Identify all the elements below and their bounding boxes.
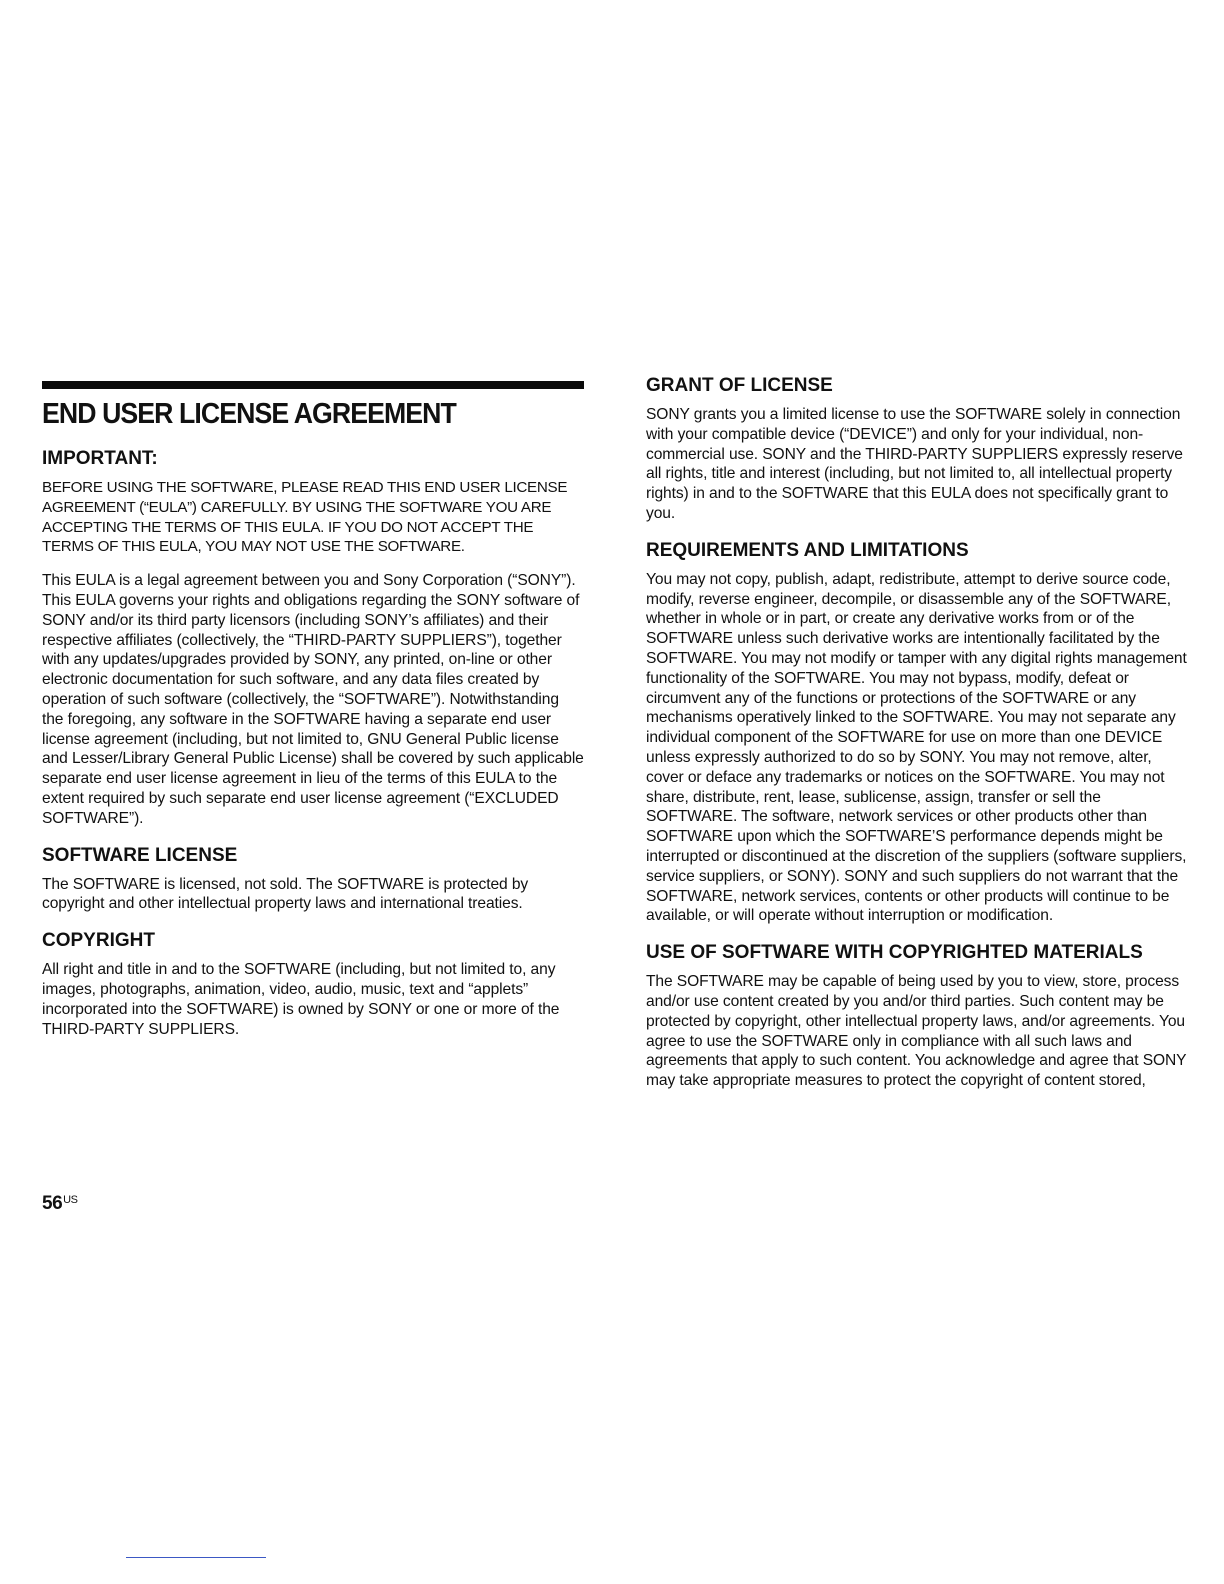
- copyrighted-materials-section: [646, 940, 1190, 1091]
- intro-text: This EULA is a legal agreement between you and Sony Corporation (“SONY”). This EULA governs your rights and obligations regarding the SONY software of SONY and/or its third party licensors (including SONY’s affiliates) and their respective affiliates (collectively, the “THIRD-PARTY SUPPLIERS”), together with any updates/upgrades provided by SONY, any printed, on-line or other electronic documentation for such software, and any data files created by operation of such software (collectively, the “SOFTWARE”). Notwithstanding the foregoing, any software in the SOFTWARE having a separate end user license agreement (including, but not limited to, GNU General Public license and Lesser/Library General Public License) shall be covered by such applicable separate end user license agreement in lieu of the terms of this EULA to the extent required by such separate end user license agreement (“EXCLUDED SOFTWARE”).: [42, 572, 584, 827]
- right-column: [646, 373, 1190, 1105]
- software-license-heading: SOFTWARE LICENSE: [42, 844, 238, 866]
- important-heading: IMPORTANT:: [42, 448, 158, 469]
- requirements-section: [646, 538, 1190, 926]
- grant-text: SONY grants you a limited license to use the SOFTWARE solely in connection with your compatible device (“DEVICE”) and only for your individual, non-commercial use. SONY and the THIRD-PARTY SUPPLIERS expressly reserve all rights, title and interest (including, but not limited to, all intellectual property rights) in and to the SOFTWARE that this EULA does not specifically grant to you.: [646, 406, 1183, 522]
- page-number: [42, 1193, 77, 1215]
- copyright-heading: COPYRIGHT: [42, 930, 155, 952]
- copyrighted-materials-heading: USE OF SOFTWARE WITH COPYRIGHTED MATERIALS: [646, 942, 1143, 964]
- important-text: BEFORE USING THE SOFTWARE, PLEASE READ THIS END USER LICENSE AGREEMENT (“EULA”) CAREFULLY. BY USING THE SOFTWARE YOU ARE ACCEPTING THE TERMS OF THIS EULA. IF YOU DO NOT ACCEPT THE TERMS OF THIS EULA, YOU MAY NOT USE THE SOFTWARE.: [42, 479, 568, 556]
- requirements-text: You may not copy, publish, adapt, redistribute, attempt to derive source code, modify, reverse engineer, decompile, or disassemble any of the SOFTWARE, whether in whole or in part, or create any derivative works from or of the SOFTWARE unless such derivative works are intentionally facilitated by the SOFTWARE. You may not modify or tamper with any digital rights management functionality of the SOFTWARE. You may not bypass, modify, defeat or circumvent any of the functions or protections of the SOFTWARE or any mechanisms operatively linked to the SOFTWARE. You may not separate any individual component of the SOFTWARE for use on more than one DEVICE unless expressly authorized to do so by SONY. You may not remove, alter, cover or deface any trademarks or notices on the SOFTWARE. You may not share, distribute, rent, lease, sublicense, assign, transfer or sell the SOFTWARE. The software, network services or other products other than SOFTWARE upon which the SOFTWARE’S performance depends might be interrupted or discontinued at the discretion of the suppliers (software suppliers, service suppliers, or SONY). SONY and such suppliers do not warrant that the SOFTWARE, network services, contents or other products will continue to be available, or will operate without interruption or modification.: [646, 570, 1187, 925]
- title-rule: [42, 381, 584, 389]
- left-column: [42, 446, 584, 1053]
- page-number-value: 56: [42, 1193, 63, 1214]
- grant-section: [646, 373, 1190, 524]
- requirements-heading: REQUIREMENTS AND LIMITATIONS: [646, 539, 969, 561]
- intro-section: [42, 571, 584, 828]
- software-license-section: [42, 843, 584, 915]
- page-title: END USER LICENSE AGREEMENT: [42, 398, 456, 430]
- copyright-section: [42, 928, 584, 1039]
- important-section: [42, 446, 584, 557]
- footer-line: [126, 1557, 266, 1558]
- copyright-text: All right and title in and to the SOFTWARE (including, but not limited to, any images, photographs, animation, video, audio, music, text and “applets” incorporated into the SOFTWARE) is owned by SONY or one or more of the THIRD-PARTY SUPPLIERS.: [42, 961, 560, 1038]
- page-number-suffix: US: [63, 1194, 78, 1206]
- software-license-text: The SOFTWARE is licensed, not sold. The SOFTWARE is protected by copyright and other intellectual property laws and international treaties.: [42, 875, 529, 913]
- grant-heading: GRANT OF LICENSE: [646, 375, 833, 396]
- copyrighted-materials-text: The SOFTWARE may be capable of being used by you to view, store, process and/or use content created by you and/or third parties. Such content may be protected by copyright, other intellectual property laws, and/or agreements. You agree to use the SOFTWARE only in compliance with all such laws and agreements that apply to such content. You acknowledge and agree that SONY may take appropriate measures to protect the copyright of content stored,: [646, 973, 1187, 1090]
